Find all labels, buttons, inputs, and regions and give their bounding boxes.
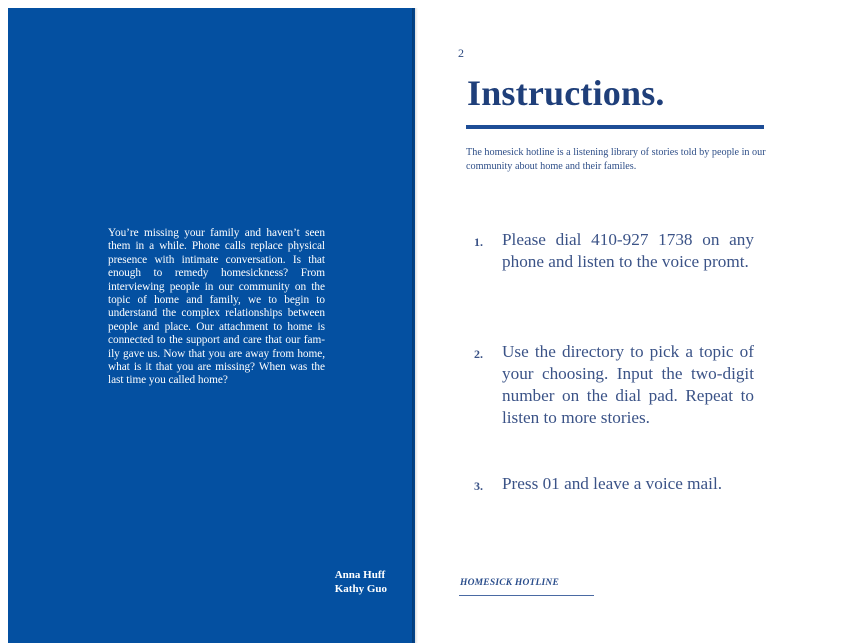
left-page [8, 8, 415, 643]
step-text: Press 01 and leave a voice mail. [502, 474, 723, 493]
step-number: 1. [474, 235, 483, 249]
step-text: Use the directory to pick a topic of your choosing. Input the two-digit number on the dial pad. Repeat to listen to more stories. [502, 342, 754, 427]
right-page [418, 0, 865, 643]
author-name: Kathy Guo [334, 582, 387, 595]
footer-rule [459, 595, 594, 596]
page-subtitle: The homesick hotline is a listening library of stories told by people in our community about home and their familes. [466, 147, 766, 172]
author-name: Anna Huff [334, 569, 386, 581]
step-number: 3. [474, 479, 483, 493]
step-number: 2. [474, 347, 483, 361]
authors-block [335, 569, 387, 596]
title-underline-rule [466, 125, 764, 129]
footer-brand: HOMESICK HOTLINE [460, 578, 560, 588]
step-text: Please dial 410-927 1738 on any phone and listen to the voice promt. [502, 230, 754, 271]
page-number: 2 [458, 46, 464, 60]
intro-paragraph: You’re missing your family and haven’t seen them in a while. Phone calls replace physical presence with intimate conversation. Is that enough to remedy homesickness? From interviewing people in our community on the topic of home and family, we to begin to understand the complex relationships between people and place. Our attachment to home is connected to the support and care that our family gave us. Now that you are away from home, what is it that you are missing? When was the last time you called home? [108, 227, 325, 387]
page-title: Instructions. [467, 73, 665, 113]
